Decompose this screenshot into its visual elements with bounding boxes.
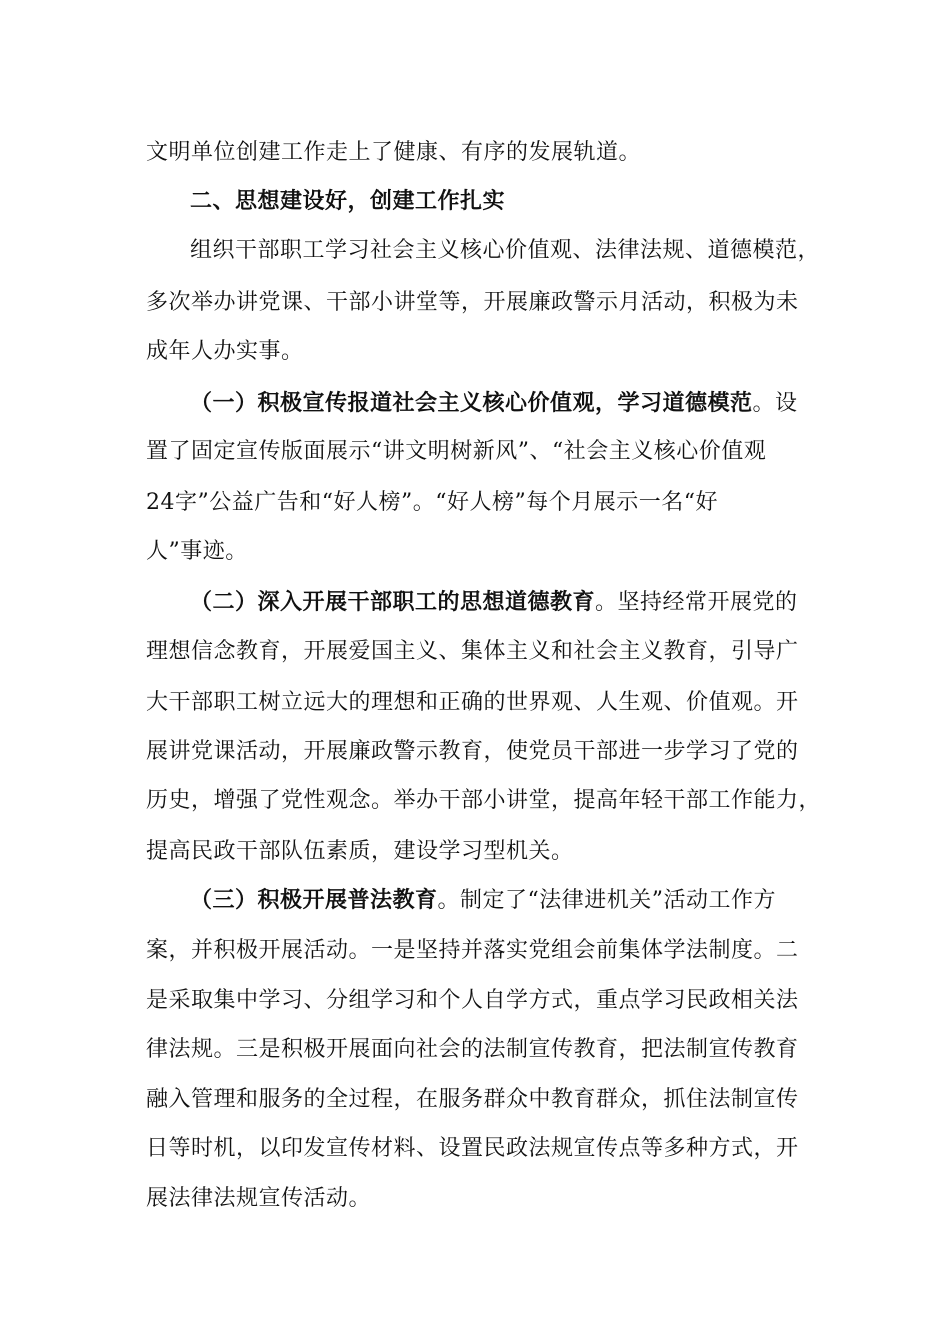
paragraph-line: 人”事迹。	[146, 539, 248, 564]
paragraph-line: 展法律法规宣传活动。	[146, 1186, 372, 1211]
paragraph-text: 。制定了“法律进机关”活动工作方	[437, 888, 777, 913]
subsection-line	[190, 587, 826, 618]
paragraph-line: 展讲党课活动，开展廉政警示教育，使党员干部进一步学习了党的	[146, 739, 799, 764]
paragraph-line: 融入管理和服务的全过程，在服务群众中教育群众，抓住法制宣传	[146, 1087, 799, 1112]
paragraph-line: 是采取集中学习、分组学习和个人自学方式，重点学习民政相关法	[146, 988, 799, 1013]
subsection-heading: （二）深入开展干部职工的思想道德教育	[190, 589, 596, 615]
paragraph-line: 提高民政干部队伍素质，建设学习型机关。	[146, 839, 574, 864]
paragraph-line: 案，并积极开展活动。一是坚持并落实党组会前集体学法制度。二	[146, 938, 799, 963]
subsection-line	[190, 885, 826, 916]
section-heading: 二、思想建设好，创建工作扎实	[190, 188, 506, 214]
paragraph-line: 24字”公益广告和“好人榜”。“好人榜”每个月展示一名“好	[146, 490, 718, 515]
subsection-line	[190, 388, 826, 419]
paragraph-line: 组织干部职工学习社会主义核心价值观、法律法规、道德模范，	[190, 238, 821, 263]
paragraph-text: 。设	[752, 391, 798, 416]
paragraph-line: 日等时机，以印发宣传材料、设置民政法规宣传点等多种方式，开	[146, 1136, 799, 1161]
paragraph-line: 多次举办讲党课、干部小讲堂等，开展廉政警示月活动，积极为未	[146, 290, 799, 315]
subsection-heading: （一）积极宣传报道社会主义核心价值观，学习道德模范	[190, 390, 753, 416]
paragraph-line: 律法规。三是积极开展面向社会的法制宣传教育，把法制宣传教育	[146, 1037, 799, 1062]
paragraph-line: 成年人办实事。	[146, 339, 304, 364]
paragraph-text: 。坚持经常开展党的	[595, 590, 798, 615]
paragraph-line: 置了固定宣传版面展示“讲文明树新风”、“社会主义核心价值观	[146, 439, 767, 464]
subsection-heading: （三）积极开展普法教育	[190, 887, 438, 913]
paragraph-line: 理想信念教育，开展爱国主义、集体主义和社会主义教育，引导广	[146, 639, 799, 664]
paragraph-line: 大干部职工树立远大的理想和正确的世界观、人生观、价值观。开	[146, 690, 799, 715]
paragraph-line: 历史，增强了党性观念。举办干部小讲堂，提高年轻干部工作能力，	[146, 788, 822, 813]
paragraph-line: 文明单位创建工作走上了健康、有序的发展轨道。	[146, 140, 642, 165]
